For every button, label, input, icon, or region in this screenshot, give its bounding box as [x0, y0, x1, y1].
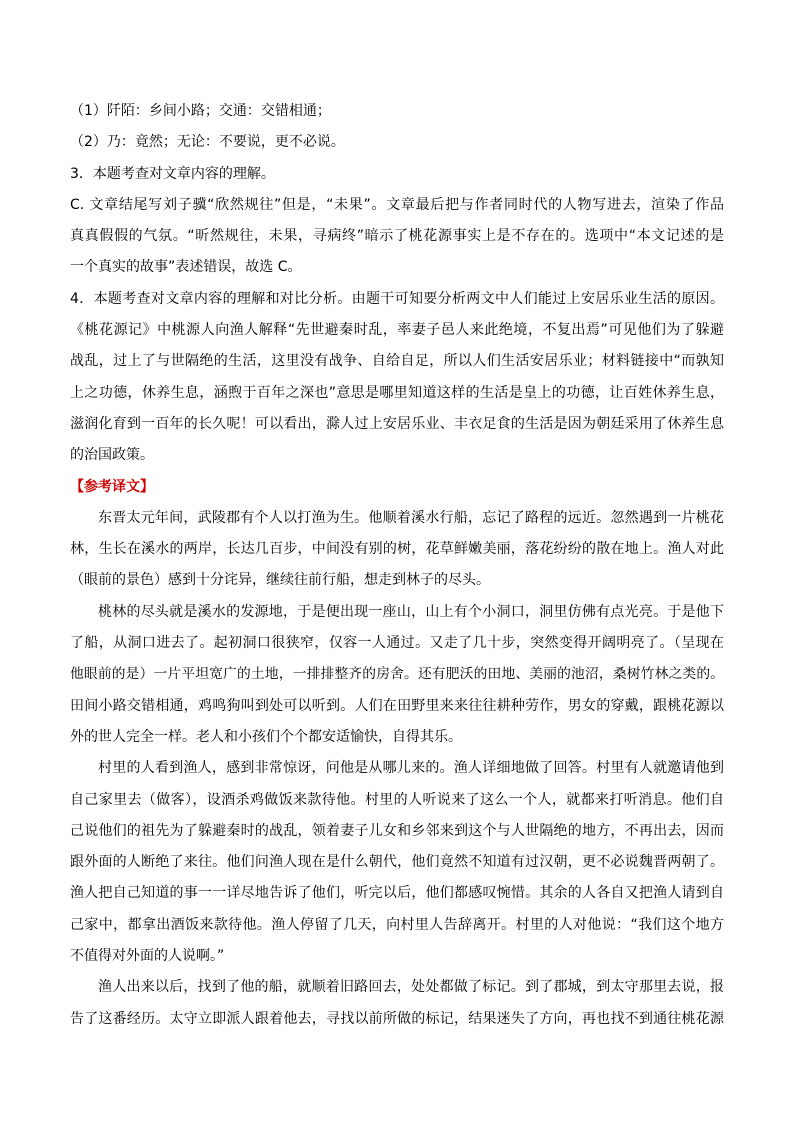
- translation-heading: 【参考译文】: [70, 478, 154, 495]
- q4-line: 上之功德，休养生息，涵煦于百年之深也”意思是哪里知道这样的生活是皇上的功德，让百姓休养生息，: [70, 384, 724, 401]
- q3-line: 真真假假的气氛。“昕然规往，未果，寻病终”暗示了桃花源事实上是不存在的。选项中“本文记述的是: [70, 228, 724, 245]
- translation-line: 己说他们的祖先为了躲避秦时的战乱，领着妻子儿女和乡邻来到这个与人世隔绝的地方，不再出去，因而: [70, 822, 724, 839]
- translation-paragraph-3: [70, 753, 724, 972]
- document-page: [70, 96, 724, 1035]
- question-3-title: 3．本题考查对文章内容的理解。: [70, 165, 275, 182]
- question-4-title: 4．本题考查对文章内容的理解和对比分析。由题干可知要分析两文中人们能过上安居乐业生活的原因。: [70, 290, 724, 307]
- translation-paragraph-2: [70, 597, 724, 753]
- translation-paragraph-1: [70, 503, 724, 597]
- q4-line: 滋润化育到一百年的长久呢！可以看出，滁人过上安居乐业、丰衣足食的生活是因为朝廷采用了休养生息: [70, 415, 724, 432]
- translation-line: （眼前的景色）感到十分诧异，继续往前行船，想走到林子的尽头。: [70, 572, 490, 589]
- q3-line: 一个真实的故事”表述错误，故选 C。: [70, 259, 302, 276]
- translation-line: 不值得对外面的人说啊。”: [70, 948, 225, 965]
- translation-line: 己家中，都拿出酒饭来款待他。渔人停留了几天，向村里人告辞离开。村里的人对他说：“我们这个地方: [70, 916, 724, 933]
- translation-line: 桃林的尽头就是溪水的发源地，于是便出现一座山，山上有个小洞口，洞里仿佛有点光亮。于是他下: [98, 603, 724, 620]
- translation-line: 渔人出来以后，找到了他的船，就顺着旧路回去，处处都做了标记。到了郡城，到太守那里去说，报: [98, 979, 724, 996]
- q4-line: 战乱，过上了与世隔绝的生活，这里没有战争、自给自足，所以人们生活安居乐业；材料链接中“而孰知: [70, 353, 724, 370]
- question-4-body: [70, 315, 724, 471]
- translation-line: 外的世人完全一样。老人和小孩们个个都安适愉快，自得其乐。: [70, 728, 462, 745]
- q3-line: C. 文章结尾写刘子骥“欣然规往”但是，“未果”。文章最后把与作者同时代的人物写进去，渲染了作品: [70, 196, 724, 213]
- translation-line: 了船，从洞口进去了。起初洞口很狭窄，仅容一人通过。又走了几十步，突然变得开阔明亮了。（呈现在: [70, 635, 724, 652]
- translation-line: 渔人把自己知道的事一一详尽地告诉了他们，听完以后，他们都感叹惋惜。其余的人各自又把渔人请到自: [70, 885, 724, 902]
- translation-line: 林，生长在溪水的两岸，长达几百步，中间没有别的树，花草鲜嫩美丽，落花纷纷的散在地上。渔人对此: [70, 541, 724, 558]
- translation-line: 东晋太元年间，武陵郡有个人以打渔为生。他顺着溪水行船，忘记了路程的远近。忽然遇到一片桃花: [98, 509, 724, 526]
- q4-line: 的治国政策。: [70, 447, 154, 464]
- translation-line: 自己家里去（做客），设酒杀鸡做饭来款待他。村里的人听说来了这么一个人，就都来打听消息。他们自: [70, 791, 724, 808]
- q4-line: 《桃花源记》中桃源人向渔人解释“先世避秦时乱，率妻子邑人来此绝境，不复出焉”可见他们为了躲避: [70, 322, 724, 339]
- translation-line: 田间小路交错相通，鸡鸣狗叫到处可以听到。人们在田野里来来往往耕种劳作，男女的穿戴，跟桃花源以: [70, 697, 724, 714]
- answer-item-1: （1）阡陌：乡间小路；交通：交错相通；: [70, 103, 331, 119]
- question-3-body: [70, 190, 724, 284]
- translation-line: 村里的人看到渔人，感到非常惊讶，问他是从哪儿来的。渔人详细地做了回答。村里有人就邀请他到: [98, 760, 724, 777]
- translation-line: 跟外面的人断绝了来往。他们问渔人现在是什么朝代，他们竟然不知道有过汉朝，更不必说魏晋两朝了。: [70, 854, 724, 871]
- translation-line: 告了这番经历。太守立即派人跟着他去，寻找以前所做的标记，结果迷失了方向，再也找不到通往桃花源: [70, 1010, 724, 1027]
- answer-item-2: （2）乃：竟然；无论：不要说，更不必说。: [70, 134, 345, 151]
- translation-line: 他眼前的是）一片平坦宽广的土地，一排排整齐的房舍。还有肥沃的田地、美丽的池沼，桑树竹林之类的。: [70, 666, 724, 683]
- translation-paragraph-4: [70, 972, 724, 1035]
